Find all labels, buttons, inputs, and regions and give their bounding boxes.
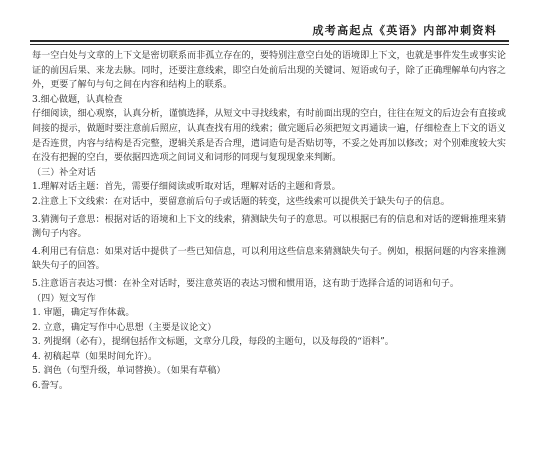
header-rule-thin bbox=[30, 44, 509, 45]
list-item-dialogue-2: 2.注意上下文线索：在对话中，要留意前后句子或话题的转变，这些线索可以提供关于缺失句子的信息。 bbox=[32, 196, 450, 207]
header-rule-thick bbox=[30, 40, 509, 42]
paragraph-careful-check: 仔细阅读，细心观察，认真分析，谨慎选择，从短文中寻找线索，有时前面出现的空白，往往在短文的后边会有直接或间接的提示，做题时要注意前后照应，认真查找有用的线索；做完题后必须把短文再通读一遍，仔细检查上下文的语义是否连贯，内容与结构是否完整，逻辑关系是否合理，遣词造句是否贴切等，不妥之处再加以修改；对个别难度较大实在没有把握的空白，要依据四选项之间词义和词形的同现与复现现象来判断。 bbox=[32, 109, 506, 164]
list-item-writing-1: 1. 审题，确定写作体裁。 bbox=[32, 308, 135, 319]
list-item-dialogue-3: 3.猜测句子意思：根据对话的语境和上下文的线索，猜测缺失句子的意思。可以根据已有的信息和对话的逻辑推理来猜测句子内容。 bbox=[32, 214, 506, 240]
page-header-title: 成考高起点《英语》内部冲刺资料 bbox=[312, 24, 497, 37]
list-item-writing-4: 4. 初稿起草（如果时间允许）。 bbox=[32, 351, 158, 362]
section-heading-dialogue: （三）补全对话 bbox=[32, 167, 96, 178]
list-item-writing-5: 5. 润色（句型升级，单词替换）。（如果有草稿） bbox=[32, 366, 226, 377]
list-item-writing-2: 2. 立意，确定写作中心思想（主要是议论文） bbox=[32, 322, 217, 333]
document-body bbox=[32, 49, 506, 394]
list-item-writing-6: 6.誊写。 bbox=[32, 381, 68, 392]
list-item-dialogue-5: 5.注意语言表达习惯：在补全对话时，要注意英语的表达习惯和惯用语，这有助于选择合适的词语和句子。 bbox=[32, 278, 459, 289]
list-item-writing-3: 3. 列提纲（必有），提纲包括作文标题，文章分几段，每段的主题句，以及每段的“语料”。 bbox=[32, 337, 394, 348]
list-item-dialogue-4: 4.利用已有信息：如果对话中提供了一些已知信息，可以利用这些信息来猜测缺失句子。例如，根据问题的内容来推测缺失句子的回答。 bbox=[32, 246, 506, 272]
paragraph-context-clues: 每一空白处与文章的上下文是密切联系而非孤立存在的，要特别注意空白处的语境即上下文，也就是事件发生或事实论证的前因后果、来龙去脉。同时，还要注意线索，即空白处前后出现的关键词、短语或句子，除了正确理解单句内容之外，更要了解句与句之间在内容和结构上的联系。 bbox=[32, 51, 506, 91]
heading-careful-check: 3.细心做题，认真检查 bbox=[32, 94, 123, 105]
section-heading-writing: （四）短文写作 bbox=[32, 293, 96, 304]
list-item-dialogue-1: 1.理解对话主题：首先，需要仔细阅读或听取对话，理解对话的主题和背景。 bbox=[32, 182, 341, 193]
